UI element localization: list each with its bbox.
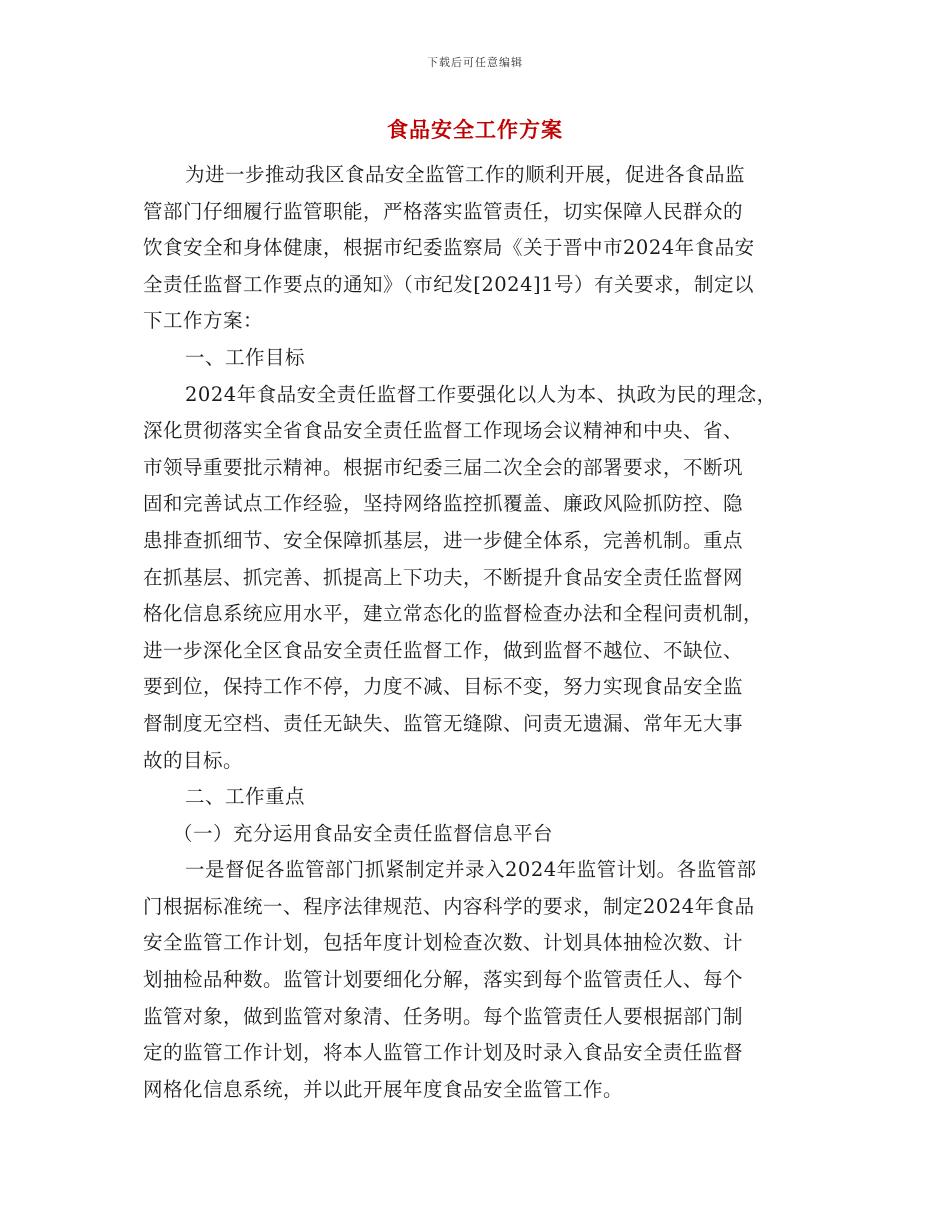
header-note: 下载后可任意编辑	[427, 56, 523, 69]
paragraph-line: 市领导重要批示精神。根据市纪委三届二次全会的部署要求，不断巩	[143, 455, 744, 479]
paragraph-line: 饮食安全和身体健康，根据市纪委监察局《关于晋中市2024年食品安	[143, 236, 755, 260]
paragraph-line: 固和完善试点工作经验，坚持网络监控抓覆盖、廉政风险抓防控、隐	[143, 492, 744, 516]
paragraph-line: 监管对象，做到监管对象清、任务明。每个监管责任人要根据部门制	[143, 1004, 744, 1028]
document-body	[143, 157, 811, 1108]
paragraph-line: 2024年食品安全责任监督工作要强化以人为本、执政为民的理念，	[185, 382, 777, 406]
paragraph-line: 要到位，保持工作不停，力度不减、目标不变，努力实现食品安全监	[143, 675, 744, 699]
paragraph-line: 格化信息系统应用水平，建立常态化的监督检查办法和全程问责机制，	[143, 602, 764, 626]
paragraph-line: 网格化信息系统，并以此开展年度食品安全监管工作。	[143, 1077, 624, 1101]
paragraph-line: 管部门仔细履行监管职能，严格落实监管责任，切实保障人民群众的	[143, 199, 744, 223]
paragraph-line: 故的目标。	[143, 748, 244, 772]
paragraph-line: 一是督促各监管部门抓紧制定并录入2024年监管计划。各监管部	[185, 858, 757, 882]
paragraph-line: 定的监管工作计划，将本人监管工作计划及时录入食品安全责任监督	[143, 1041, 744, 1065]
subsection-heading: （一）充分运用食品安全责任监督信息平台	[173, 821, 554, 845]
paragraph-line: 划抽检品种数。监管计划要细化分解，落实到每个监管责任人、每个	[143, 968, 744, 992]
paragraph-line: 为进一步推动我区食品安全监管工作的顺利开展，促进各食品监	[185, 163, 746, 186]
paragraph-line: 患排查抓细节、安全保障抓基层，进一步健全体系，完善机制。重点	[143, 528, 744, 552]
paragraph-line: 门根据标准统一、程序法律规范、内容科学的要求，制定2024年食品	[143, 894, 755, 918]
section-heading: 二、工作重点	[185, 785, 306, 809]
paragraph-line: 下工作方案：	[143, 309, 264, 333]
paragraph-line: 全责任监督工作要点的通知》（市纪发[2024]1号）有关要求，制定以	[143, 272, 754, 296]
document-title: 食品安全工作方案	[387, 117, 563, 142]
paragraph-line: 深化贯彻落实全省食品安全责任监督工作现场会议精神和中央、省、	[143, 419, 744, 443]
section-heading: 一、工作目标	[185, 345, 306, 369]
paragraph-line: 进一步深化全区食品安全责任监督工作，做到监督不越位、不缺位、	[143, 638, 744, 662]
paragraph-line: 在抓基层、抓完善、抓提高上下功夫，不断提升食品安全责任监督网	[143, 565, 744, 589]
paragraph-line: 安全监管工作计划，包括年度计划检查次数、计划具体抽检次数、计	[143, 931, 744, 955]
paragraph-line: 督制度无空档、责任无缺失、监管无缝隙、问责无遗漏、常年无大事	[143, 711, 744, 735]
